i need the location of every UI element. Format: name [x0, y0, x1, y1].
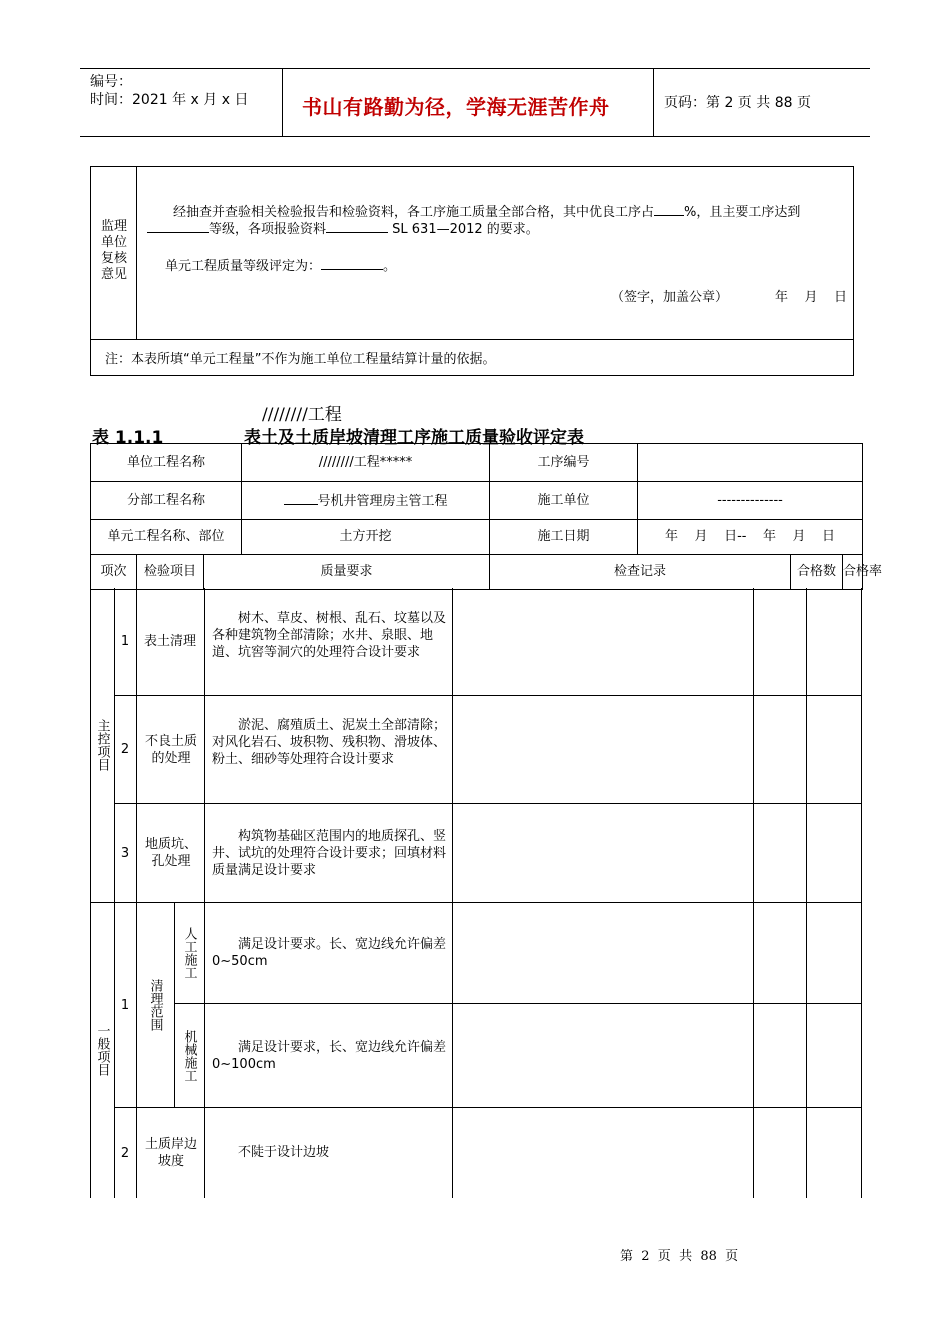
- division-label: 分部工程名称: [91, 482, 242, 520]
- sign-label: （签字，加盖公章）: [611, 290, 729, 305]
- doc-number-label: 编号：: [90, 74, 132, 90]
- date-label-cell: 施工日期: [490, 520, 638, 555]
- table-title: 表土及土质岸坡清理工序施工质量验收评定表: [244, 428, 584, 448]
- element-label: 单元工程名称、部位: [91, 520, 242, 555]
- grade-label: 单元工程质量等级评定为：: [165, 259, 322, 274]
- main-row-3-name: 地质坑、孔处理: [144, 837, 197, 869]
- main-row-1-name: 表土清理: [143, 634, 196, 649]
- col-item: 项次: [91, 555, 137, 590]
- general-sub-2-record[interactable]: [453, 1004, 752, 1106]
- main-row-1-no: 1: [120, 634, 130, 649]
- para1-b: %，且主要工序达到: [684, 205, 801, 220]
- general-row-2-name: 土质岸边坡度: [144, 1137, 197, 1169]
- para1-c: 等级，各项报验资料: [209, 222, 327, 237]
- page-footer: 第 2 页 共 88 页: [620, 1249, 739, 1264]
- page-indicator: 页码：第 2 页 共 88 页: [664, 95, 811, 111]
- general-items-group: 一般项目: [94, 1024, 110, 1076]
- division-value-cell[interactable]: [242, 482, 490, 520]
- sign-date: 年 月 日: [775, 290, 848, 305]
- unit-project-value[interactable]: ////////工程*****: [242, 444, 490, 482]
- table-number: 表 1.1.1: [92, 428, 164, 448]
- grade-end: 。: [383, 259, 397, 274]
- main-row-2-no: 2: [120, 742, 130, 757]
- unit-project-label: 单位工程名称: [91, 444, 242, 482]
- grade-line: [165, 257, 396, 275]
- division-value: 号机井管理房主管工程: [317, 493, 448, 509]
- process-no-value[interactable]: [638, 444, 863, 482]
- main-row-3-no: 3: [120, 845, 130, 861]
- general-sub-1-req: 满足设计要求。长、宽边线允许偏差 0~50cm: [212, 937, 447, 969]
- supervision-paragraph: [173, 203, 833, 221]
- general-row-1-no: 1: [120, 997, 130, 1013]
- element-value[interactable]: 土方开挖: [242, 520, 490, 555]
- general-sub-2-name: 机械施工: [181, 1029, 197, 1082]
- supervision-side-label: 监理单位复核意见: [100, 219, 127, 282]
- general-row-2-no: 2: [120, 1145, 130, 1161]
- construction-date[interactable]: 年 月 日-- 年 月 日: [638, 520, 863, 555]
- general-sub-2-req: 满足设计要求，长、宽边线允许偏差 0~100cm: [212, 1040, 447, 1072]
- col-check-item: 检验项目: [137, 555, 204, 590]
- general-row-2-req: 不陡于设计边坡: [238, 1145, 330, 1160]
- supervision-box: [90, 166, 854, 376]
- inspection-table: [90, 443, 883, 590]
- general-sub-1-record[interactable]: [453, 903, 752, 1002]
- col-pass-count: 合格数: [791, 555, 843, 590]
- contractor-value[interactable]: --------------: [638, 482, 863, 520]
- date-label: 时间：2021 年 x 月 x 日: [90, 92, 249, 108]
- main-items-group: 主控项目: [94, 719, 110, 771]
- main-row-3-record[interactable]: [453, 805, 752, 901]
- main-row-2-record[interactable]: [453, 697, 752, 802]
- general-row-2-record[interactable]: [453, 1108, 752, 1198]
- para1-a: 经抽查并查验相关检验报告和检验资料，各工序施工质量全部合格，其中优良工序占: [173, 205, 655, 220]
- note: 注：本表所填“单元工程量”不作为施工单位工程量结算计量的依据。: [105, 352, 496, 367]
- main-row-3-req: 构筑物基础区范围内的地质探孔、竖井、试坑的处理符合设计要求；回填材料质量满足设计要求: [212, 829, 447, 878]
- para1-d: SL 631—2012 的要求。: [388, 222, 539, 237]
- col-pass-rate: 合格率: [843, 555, 863, 590]
- supervision-paragraph-cont: [147, 220, 847, 238]
- col-requirement: 质量要求: [204, 555, 490, 590]
- general-sub-1-name: 人工施工: [181, 927, 197, 979]
- motto: 书山有路勤为径，学海无涯苦作舟: [302, 95, 610, 119]
- project-title: ////////工程: [262, 405, 342, 425]
- process-no-label: 工序编号: [490, 444, 638, 482]
- items-grid: [90, 588, 862, 1198]
- main-row-1-record[interactable]: [453, 589, 752, 694]
- general-row-1-name: 清理范围: [147, 979, 163, 1031]
- main-row-2-req: 淤泥、腐殖质土、泥炭土全部清除；对风化岩石、坡积物、残积物、滑坡体、粉土、细砂等处理符合设计要求: [212, 718, 447, 767]
- contractor-label: 施工单位: [490, 482, 638, 520]
- col-record: 检查记录: [490, 555, 791, 590]
- main-row-1-req: 树木、草皮、树根、乱石、坟墓以及各种建筑物全部清除；水井、泉眼、地道、坑窖等洞穴的处理符合设计要求: [212, 611, 447, 660]
- main-row-2-name: 不良土质的处理: [144, 733, 197, 766]
- page-header: [80, 68, 870, 137]
